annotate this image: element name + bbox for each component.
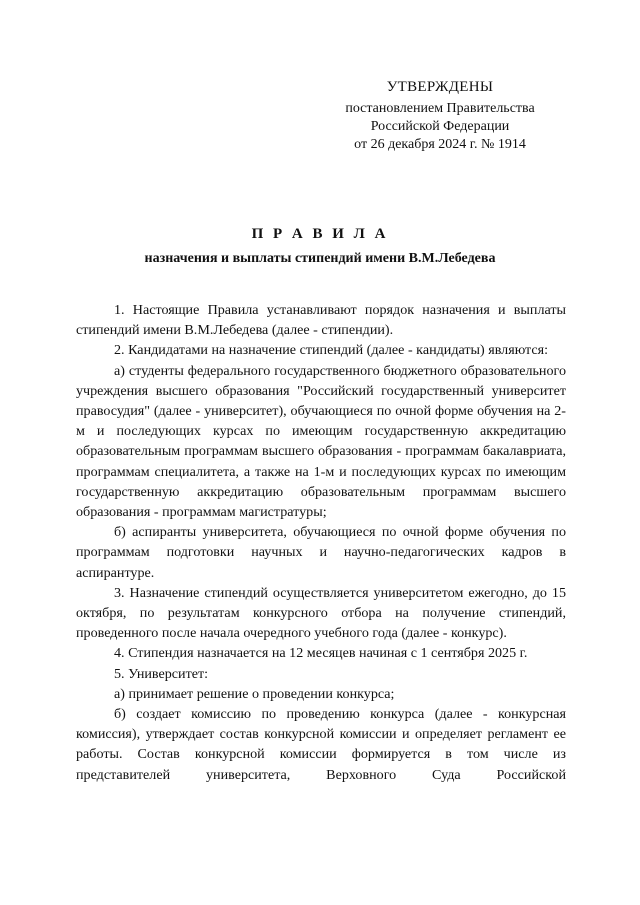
approval-line-government: Российской Федерации [370,119,510,134]
document-title: П Р А В И Л А [251,226,389,242]
approval-heading: УТВЕРЖДЕНЫ [386,79,494,95]
document-body [76,300,566,785]
paragraph-2-b: б) аспиранты университета, обучающиеся по очной форме обучения по программам подготовки научных и научно-педагогических кадров в аспирантуре. [76,524,566,581]
approval-line-resolution: постановлением Правительства [345,101,535,116]
paragraph-2: 2. Кандидатами на назначение стипендий (далее - кандидаты) являются: [114,342,549,359]
document-subtitle: назначения и выплаты стипендий имени В.М.Лебедева [144,251,496,266]
approval-line-date-number: от 26 декабря 2024 г. № 1914 [354,137,526,152]
paragraph-3: 3. Назначение стипендий осуществляется университетом ежегодно, до 15 октября, по результатам конкурсного отбора на получение стипендий, проведенного после начала очередного учебного года (далее - конкурс). [76,584,566,642]
paragraph-5: 5. Университет: [114,665,209,682]
paragraph-5-a: а) принимает решение о проведении конкурса; [114,685,395,702]
paragraph-5-b: б) создает комиссию по проведению конкурса (далее - конкурсная комиссия), утверждает состав конкурсной комиссии и определяет регламент ее работы. Состав конкурсной комиссии формируется в том числе из представителей университета, Верховного Суда Российской [76,706,566,783]
paragraph-1: 1. Настоящие Правила устанавливают порядок назначения и выплаты стипендий имени В.М.Лебедева (далее - стипендии). [76,302,566,339]
paragraph-4: 4. Стипендия назначается на 12 месяцев начиная с 1 сентября 2025 г. [114,645,528,662]
paragraph-2-a: а) студенты федерального государственного бюджетного образовательного учреждения высшего образования "Российский государственный университет правосудия" (далее - университет), обучающиеся по очной форме обучения на 2-м и последующих курсах по имеющим государственную аккредитацию образовательным программам высшего образования - программам бакалавриата, программам специалитета, а также на 1-м и последующих курсах по имеющим государственную аккредитацию образовательным программам высшего образования - программам магистратуры; [76,362,566,521]
approval-block [330,78,550,154]
